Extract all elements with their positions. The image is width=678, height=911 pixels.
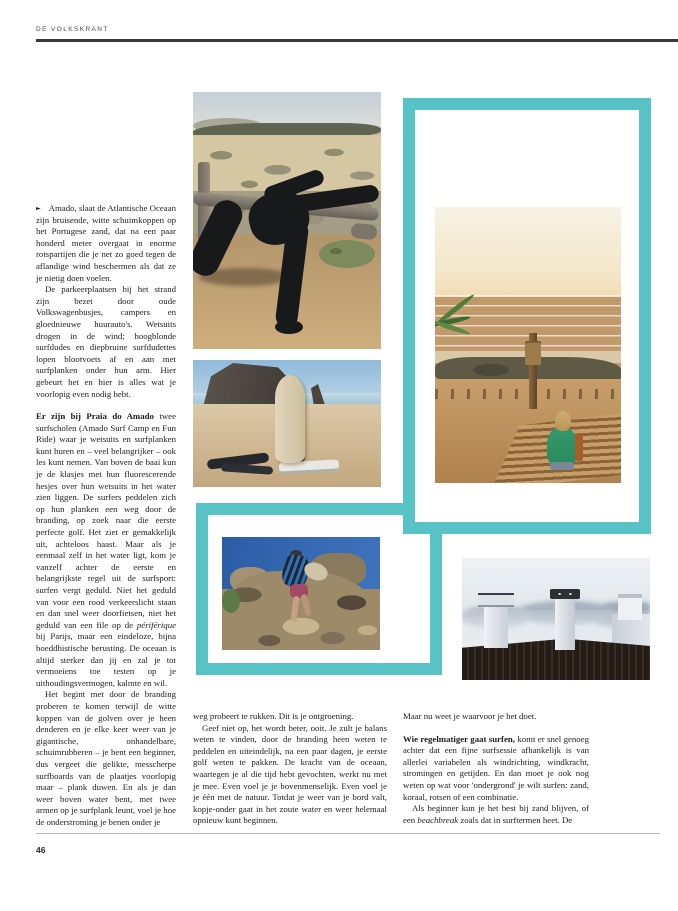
sitting-person-shorts bbox=[550, 462, 574, 470]
body-paragraph bbox=[36, 284, 176, 400]
photo-foggy-rooftops bbox=[462, 558, 650, 680]
text-segment: périférique bbox=[136, 619, 176, 630]
body-paragraph bbox=[193, 711, 387, 723]
article-bottom-column-2 bbox=[403, 711, 589, 826]
chimney-cap bbox=[550, 589, 580, 599]
article-left-column bbox=[36, 203, 176, 828]
body-paragraph bbox=[403, 711, 589, 723]
sitting-person bbox=[547, 427, 577, 465]
text-segment: zoals dat in surftermen heet. De bbox=[458, 814, 573, 825]
wooden-sign bbox=[525, 341, 541, 365]
chimney bbox=[484, 602, 508, 648]
text-segment: Geef niet op, het wordt beter, ooit. Je zult je balans weten te vinden, door de branding heen weten te peddelen en uiteindelijk, na een paar dagen, je eerste golf weten te pakken. De kracht van de oceaan, waartegen je al die tijd hebt gevochten, werkt nu met je mee. Even voel je je bovenmenselijk. Even voel je je één met de natuur. Totdat je weer van je bord valt, kopje-onder gaat in het zoute water en weer helemaal opnieuw kunt beginnen. bbox=[193, 722, 387, 826]
chimney-cap bbox=[478, 593, 514, 607]
text-segment: komt er snel genoeg achter dat een fijne surfsessie afhankelijk is van allerlei variabelen als windrichting, windkracht, stromingen en getijden. En dan moet je ook nog weten op wat voor 'ondergrond' je wilt surfen: zand, koraal, rotsen of een combinatie. bbox=[403, 733, 589, 802]
text-segment: bij Parijs, maar een eindeloze, bijna boeddhistische berusting. De oceaan is altijd sterker dan jij en zal je tot vermoeiens toe testen op je uithoudingsvermogen, kalmte en wil. bbox=[36, 631, 176, 688]
body-paragraph bbox=[36, 689, 176, 828]
article-bottom-column-1 bbox=[193, 711, 387, 827]
photo-rock-climber bbox=[222, 537, 380, 650]
text-segment: Wie regelmatiger gaat surfen, bbox=[403, 733, 515, 744]
fence-posts bbox=[435, 389, 621, 399]
paragraph-arrow-icon: ► bbox=[36, 205, 41, 212]
fence-rail-end bbox=[350, 223, 377, 241]
body-paragraph bbox=[36, 203, 176, 284]
text-segment: weg probeert te rukken. Dit is je ontgroening. bbox=[193, 711, 354, 721]
sitting-person-head bbox=[555, 411, 571, 431]
body-paragraph bbox=[36, 411, 176, 689]
text-segment: Maar nu weet je waarvoor je het doet. bbox=[403, 711, 537, 721]
green-plant bbox=[319, 240, 375, 268]
text-segment: Als beginner kun je het best bij zand blijven, of een bbox=[403, 803, 589, 825]
wetsuit-boot bbox=[275, 320, 303, 334]
surfboard-upright bbox=[275, 375, 305, 463]
body-paragraph bbox=[403, 803, 589, 826]
chimney bbox=[618, 594, 642, 620]
body-paragraph bbox=[403, 734, 589, 804]
text-segment: Amado, slaat de Atlantische Oceaan zijn bruisende, witte schuimkoppen op het Portugese zand, dat na een paar honderd meter overgaat in enorme rotspartijen die je net zo goed tegen de aflandige wind beschermen als dat ze je nietig doen voelen. bbox=[36, 203, 176, 283]
bag bbox=[575, 433, 583, 461]
body-paragraph bbox=[193, 723, 387, 827]
photo-dunes-wetsuit bbox=[193, 92, 381, 349]
chimney bbox=[555, 598, 575, 650]
bush bbox=[222, 589, 240, 613]
masthead-title: DE VOLKSKRANT bbox=[36, 26, 109, 33]
text-segment: Er zijn bij Praia do Amado bbox=[36, 411, 154, 422]
text-segment: twee surfscholen (Amado Surf Camp en Fun Ride) waar je wetsuits en surfplanken kunt huren en – veel belangrijker – ook les kunt nemen. Van boven de baai kun je de klasjes met hun fluorescerende hesjes over hun wetsuits in het water zien liggen. De surfers peddelen zich op hun planken een weg door de branding, op zoek naar die eerste perfecte golf. Het ziet er gemakkelijk uit, achteloos haast. Maar als je eenmaal zelf in het water ligt, kom je vanzelf achter de eerste en belangrijkste regel uit de surfsport: surfen vergt geduld. Niet het geduld van voor een rood verkeerslicht staan en dan snel weer doorfietsen, niet het geduld van een file op de bbox=[36, 411, 176, 630]
dusk-sky bbox=[435, 207, 621, 297]
photo-sunset-beach bbox=[435, 207, 621, 483]
photo-beach-surfboard bbox=[193, 360, 381, 487]
masthead-rule bbox=[36, 39, 678, 42]
text-segment: Het begint met door de branding proberen te komen terwijl de witte koppen van de golven over je heen denderen en je elke keer weer van je gigantische, onhandelbare, schuimrubberen – je bent een beginner, dus vergeet die gelikte, messcherpe surfboards van de plaatjes voorlopig maar – plank duwen. En als je dan weer boven water bent, met twee armen op je surfplank leunt, voel je hoe de onderstroming je benen onder je bbox=[36, 689, 176, 827]
text-segment: beachbreak bbox=[417, 814, 459, 825]
teal-frame-large bbox=[403, 98, 651, 534]
footer-rule bbox=[36, 833, 660, 834]
text-segment: De parkeerplaatsen bij het strand zijn bezet door oude Volkswagenbusjes, campers en gloednieuwe huurauto's. Wetsuits drogen in de wind; hoogblonde surfdudes en diepbruine surfdudettes lopen blootvoets af en aan met surfplanken onder hun arm. Hier gebeurt het en hier is alles wat je voorlopig even nodig hebt. bbox=[36, 284, 176, 399]
page-number: 46 bbox=[36, 845, 46, 855]
